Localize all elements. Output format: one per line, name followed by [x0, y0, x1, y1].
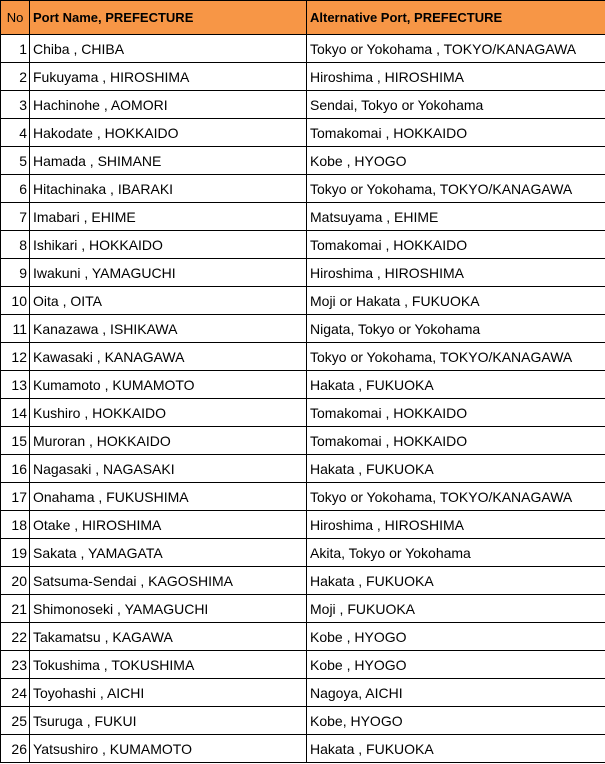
table-row — [1, 231, 605, 259]
port-name-cell: Imabari , EHIME — [30, 203, 307, 231]
alternative-port-cell: Tomakomai , HOKKAIDO — [307, 399, 605, 427]
port-name-cell: Tsuruga , FUKUI — [30, 707, 307, 735]
row-number: 9 — [1, 259, 30, 287]
alternative-port-cell: Hiroshima , HIROSHIMA — [307, 63, 605, 91]
port-name-cell: Iwakuni , YAMAGUCHI — [30, 259, 307, 287]
row-number: 4 — [1, 119, 30, 147]
table-row — [1, 35, 605, 63]
table-row — [1, 343, 605, 371]
header-alternative-port: Alternative Port, PREFECTURE — [307, 1, 605, 35]
row-number: 7 — [1, 203, 30, 231]
row-number: 18 — [1, 511, 30, 539]
table-row — [1, 119, 605, 147]
alternative-port-cell: Hiroshima , HIROSHIMA — [307, 259, 605, 287]
table-row — [1, 203, 605, 231]
row-number: 10 — [1, 287, 30, 315]
alternative-port-cell: Akita, Tokyo or Yokohama — [307, 539, 605, 567]
header-row — [1, 1, 605, 35]
alternative-port-cell: Kobe, HYOGO — [307, 707, 605, 735]
table-row — [1, 735, 605, 763]
row-number: 26 — [1, 735, 30, 763]
alternative-port-cell: Moji , FUKUOKA — [307, 595, 605, 623]
port-name-cell: Otake , HIROSHIMA — [30, 511, 307, 539]
row-number: 23 — [1, 651, 30, 679]
table-row — [1, 483, 605, 511]
port-name-cell: Takamatsu , KAGAWA — [30, 623, 307, 651]
port-name-cell: Kushiro , HOKKAIDO — [30, 399, 307, 427]
alternative-port-cell: Tokyo or Yokohama, TOKYO/KANAGAWA — [307, 483, 605, 511]
table-row — [1, 707, 605, 735]
row-number: 25 — [1, 707, 30, 735]
row-number: 22 — [1, 623, 30, 651]
row-number: 13 — [1, 371, 30, 399]
row-number: 8 — [1, 231, 30, 259]
row-number: 3 — [1, 91, 30, 119]
port-name-cell: Oita , OITA — [30, 287, 307, 315]
table-row — [1, 427, 605, 455]
table-row — [1, 91, 605, 119]
alternative-port-cell: Nagoya, AICHI — [307, 679, 605, 707]
alternative-port-cell: Kobe , HYOGO — [307, 651, 605, 679]
table-row — [1, 651, 605, 679]
row-number: 14 — [1, 399, 30, 427]
table-row — [1, 539, 605, 567]
alternative-port-cell: Matsuyama , EHIME — [307, 203, 605, 231]
table-row — [1, 175, 605, 203]
alternative-port-cell: Nigata, Tokyo or Yokohama — [307, 315, 605, 343]
port-name-cell: Kumamoto , KUMAMOTO — [30, 371, 307, 399]
port-name-cell: Tokushima , TOKUSHIMA — [30, 651, 307, 679]
row-number: 19 — [1, 539, 30, 567]
table-row — [1, 623, 605, 651]
table-row — [1, 567, 605, 595]
row-number: 24 — [1, 679, 30, 707]
row-number: 1 — [1, 35, 30, 63]
row-number: 17 — [1, 483, 30, 511]
alternative-port-cell: Tokyo or Yokohama, TOKYO/KANAGAWA — [307, 175, 605, 203]
alternative-port-cell: Hiroshima , HIROSHIMA — [307, 511, 605, 539]
port-name-cell: Satsuma-Sendai , KAGOSHIMA — [30, 567, 307, 595]
row-number: 5 — [1, 147, 30, 175]
table-row — [1, 287, 605, 315]
table-row — [1, 399, 605, 427]
port-name-cell: Nagasaki , NAGASAKI — [30, 455, 307, 483]
row-number: 11 — [1, 315, 30, 343]
port-name-cell: Fukuyama , HIROSHIMA — [30, 63, 307, 91]
port-name-cell: Toyohashi , AICHI — [30, 679, 307, 707]
row-number: 15 — [1, 427, 30, 455]
alternative-port-cell: Moji or Hakata , FUKUOKA — [307, 287, 605, 315]
port-name-cell: Hamada , SHIMANE — [30, 147, 307, 175]
alternative-port-cell: Hakata , FUKUOKA — [307, 735, 605, 763]
alternative-port-cell: Sendai, Tokyo or Yokohama — [307, 91, 605, 119]
table-row — [1, 371, 605, 399]
port-name-cell: Yatsushiro , KUMAMOTO — [30, 735, 307, 763]
port-name-cell: Muroran , HOKKAIDO — [30, 427, 307, 455]
port-name-cell: Ishikari , HOKKAIDO — [30, 231, 307, 259]
alternative-port-cell: Tokyo or Yokohama , TOKYO/KANAGAWA — [307, 35, 605, 63]
port-name-cell: Onahama , FUKUSHIMA — [30, 483, 307, 511]
table-row — [1, 63, 605, 91]
port-name-cell: Hachinohe , AOMORI — [30, 91, 307, 119]
port-name-cell: Kawasaki , KANAGAWA — [30, 343, 307, 371]
table-row — [1, 511, 605, 539]
table-row — [1, 595, 605, 623]
table-row — [1, 147, 605, 175]
alternative-port-cell: Hakata , FUKUOKA — [307, 567, 605, 595]
row-number: 2 — [1, 63, 30, 91]
port-name-cell: Shimonoseki , YAMAGUCHI — [30, 595, 307, 623]
row-number: 16 — [1, 455, 30, 483]
row-number: 20 — [1, 567, 30, 595]
header-port-name: Port Name, PREFECTURE — [30, 1, 307, 35]
table-row — [1, 679, 605, 707]
table-body — [1, 35, 605, 763]
table-row — [1, 259, 605, 287]
port-name-cell: Kanazawa , ISHIKAWA — [30, 315, 307, 343]
port-name-cell: Chiba , CHIBA — [30, 35, 307, 63]
row-number: 6 — [1, 175, 30, 203]
alternative-port-cell: Tomakomai , HOKKAIDO — [307, 231, 605, 259]
row-number: 12 — [1, 343, 30, 371]
port-name-cell: Hitachinaka , IBARAKI — [30, 175, 307, 203]
header-no: No — [1, 1, 30, 35]
table-row — [1, 315, 605, 343]
alternative-port-cell: Tomakomai , HOKKAIDO — [307, 427, 605, 455]
alternative-port-cell: Hakata , FUKUOKA — [307, 455, 605, 483]
port-name-cell: Hakodate , HOKKAIDO — [30, 119, 307, 147]
table-header — [1, 1, 605, 35]
table-row — [1, 455, 605, 483]
alternative-port-cell: Kobe , HYOGO — [307, 147, 605, 175]
alternative-port-cell: Hakata , FUKUOKA — [307, 371, 605, 399]
alternative-port-cell: Tokyo or Yokohama, TOKYO/KANAGAWA — [307, 343, 605, 371]
alternative-port-cell: Tomakomai , HOKKAIDO — [307, 119, 605, 147]
port-name-cell: Sakata , YAMAGATA — [30, 539, 307, 567]
alternative-port-cell: Kobe , HYOGO — [307, 623, 605, 651]
row-number: 21 — [1, 595, 30, 623]
